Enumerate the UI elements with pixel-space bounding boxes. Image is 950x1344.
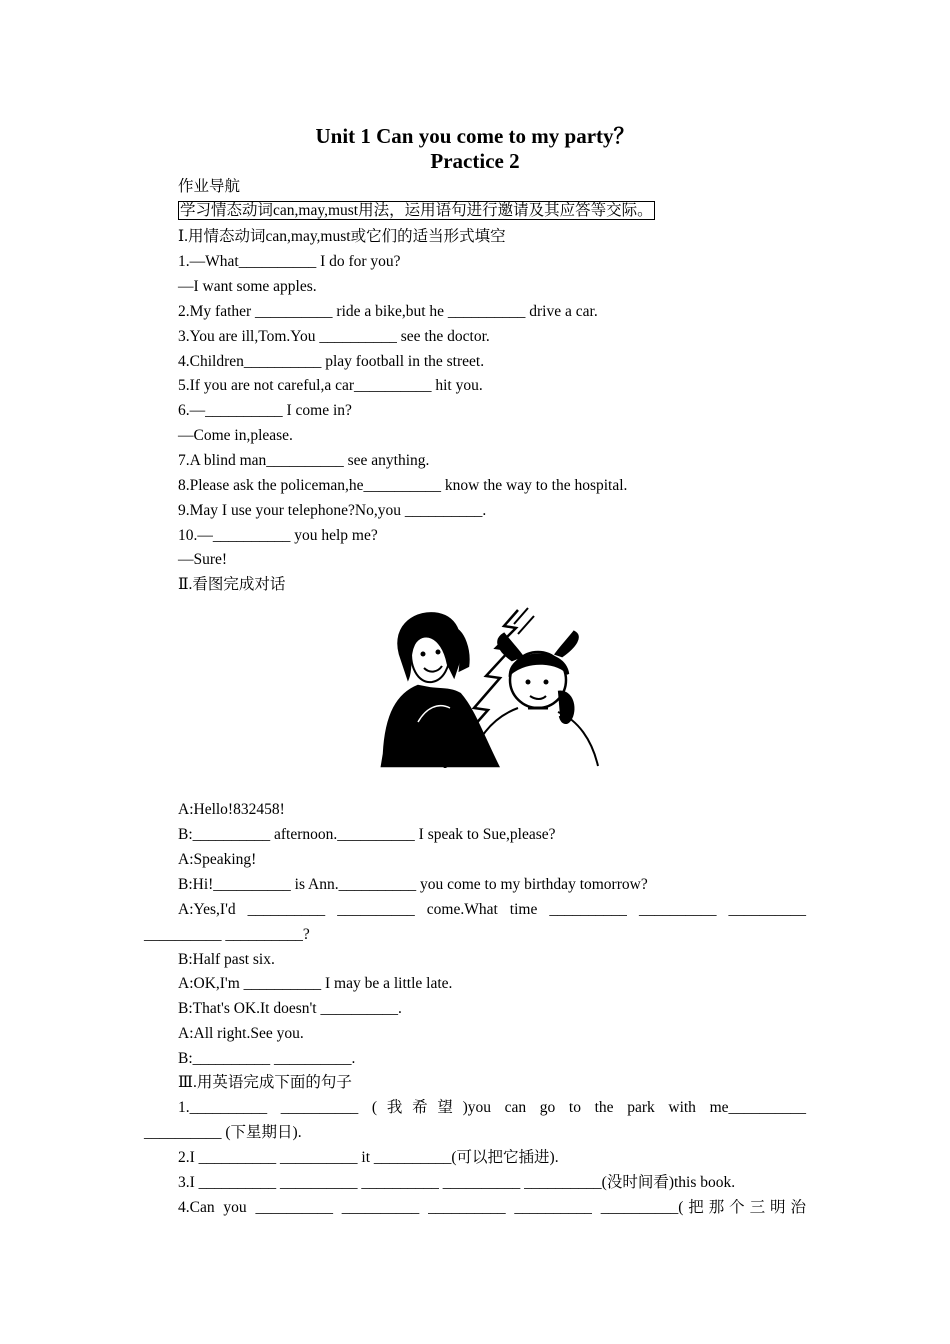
dialogue-line: A:OK,I'm __________ I may be a little late.: [178, 975, 453, 992]
question-line: 5.If you are not careful,a car__________ hit you.: [178, 377, 483, 394]
answer-line: —I want some apples.: [178, 278, 317, 295]
sentence-line: 2.I __________ __________ it __________(可以把它插进).: [178, 1149, 559, 1166]
dialogue-line: A:Speaking!: [178, 851, 257, 868]
question-line: 6.—__________ I come in?: [178, 402, 352, 419]
phone-call-illustration: [378, 604, 606, 768]
sentence-line: 3.I __________ __________ __________ __________ __________(没时间看)this book.: [178, 1174, 736, 1191]
answer-line: —Come in,please.: [178, 427, 293, 444]
dialogue-line: B:__________ afternoon.__________ I speak to Sue,please?: [178, 826, 556, 843]
section2-heading: Ⅱ.看图完成对话: [178, 576, 286, 593]
dialogue-line: A:Hello!832458!: [178, 801, 285, 818]
question-line: 9.May I use your telephone?No,you __________.: [178, 502, 487, 519]
section3-heading: Ⅲ.用英语完成下面的句子: [178, 1074, 352, 1091]
page-subtitle: Practice 2: [430, 149, 520, 173]
question-line: 2.My father __________ ride a bike,but he __________ drive a car.: [178, 303, 598, 320]
nav-heading: 作业导航: [178, 178, 241, 195]
woman-figure: [382, 613, 498, 766]
answer-line: —Sure!: [178, 551, 228, 568]
nav-objective-box: [178, 201, 655, 221]
question-line: 4.Children__________ play football in the street.: [178, 353, 485, 370]
dialogue-line-continued: __________ __________?: [144, 926, 310, 943]
question-line: 3.You are ill,Tom.You __________ see the doctor.: [178, 328, 490, 345]
question-line: 10.—__________ you help me?: [178, 527, 378, 544]
question-line: 8.Please ask the policeman,he__________ know the way to the hospital.: [178, 477, 628, 494]
dialogue-line: B:__________ __________.: [178, 1050, 356, 1067]
dialogue-line: B:That's OK.It doesn't __________.: [178, 1000, 402, 1017]
sentence-line-continued: __________ (下星期日).: [144, 1124, 302, 1141]
section1-heading: Ⅰ.用情态动词can,may,must或它们的适当形式填空: [178, 228, 506, 245]
dialogue-line: A:All right.See you.: [178, 1025, 304, 1042]
sentence-line: 4.Can you __________ __________ __________ __________ __________(把那个三明治: [178, 1199, 806, 1216]
dialogue-line: B:Half past six.: [178, 951, 275, 968]
question-line: 1.—What__________ I do for you?: [178, 253, 401, 270]
sentence-line: 1.__________ __________ (我希望)you can go to the park with me__________: [178, 1099, 806, 1116]
question-line: 7.A blind man__________ see anything.: [178, 452, 430, 469]
page-title: Unit 1 Can you come to my party？: [315, 124, 635, 148]
dialogue-line: A:Yes,I'd __________ __________ come.What time __________ __________ __________: [178, 901, 806, 918]
nav-objective-text: 学习情态动词can,may,must用法，运用语句进行邀请及其应答等交际。: [180, 202, 653, 219]
dialogue-line: B:Hi!__________ is Ann.__________ you come to my birthday tomorrow?: [178, 876, 648, 893]
